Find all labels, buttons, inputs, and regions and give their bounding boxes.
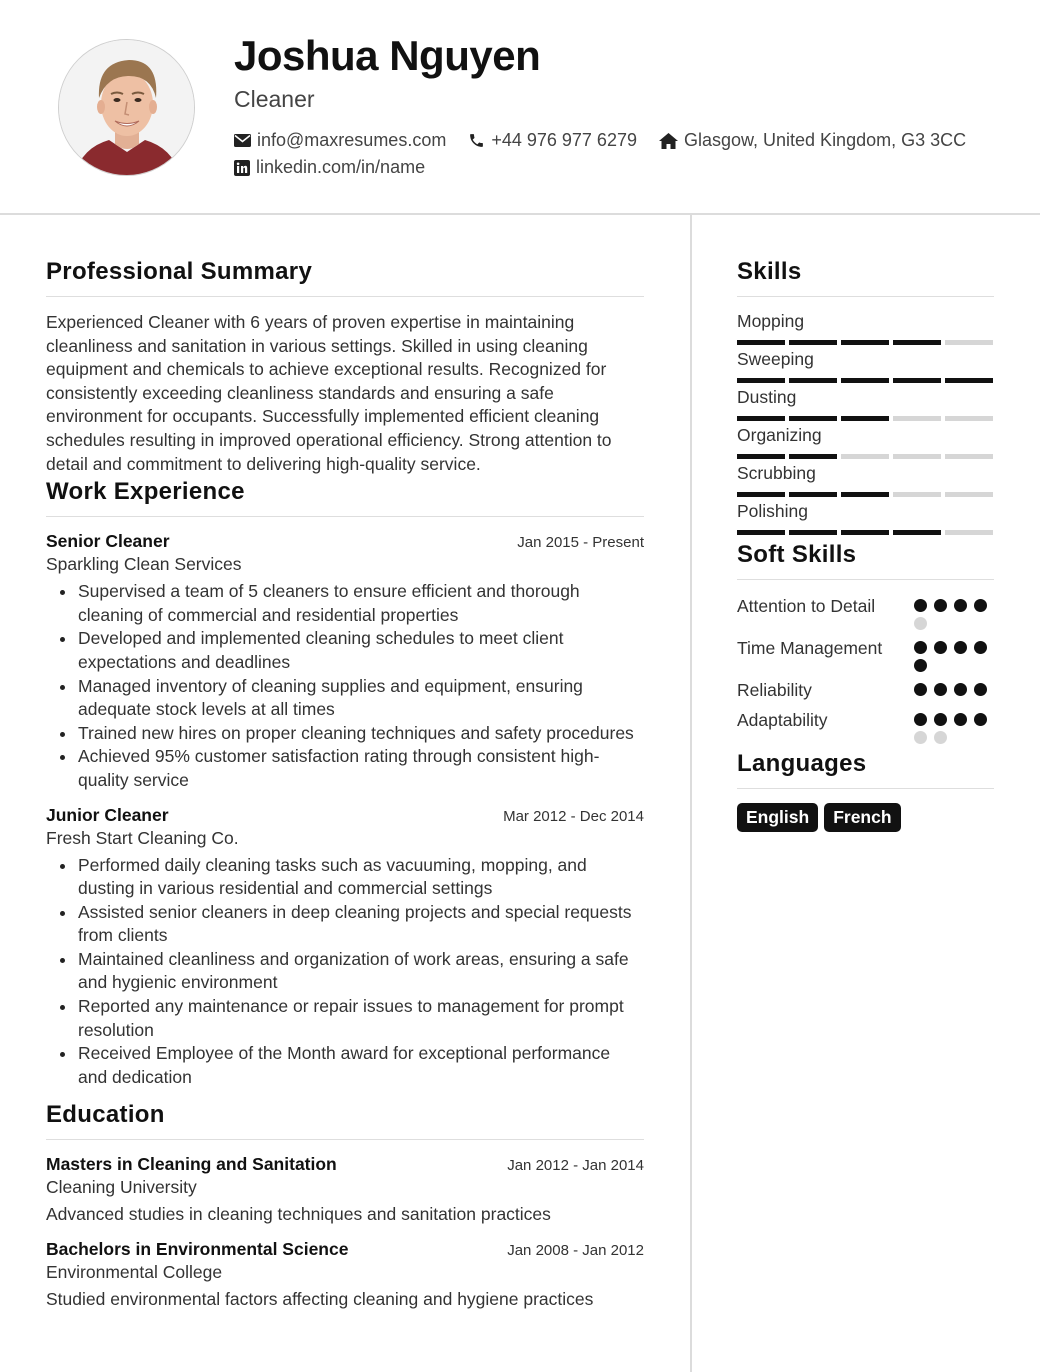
soft-skill-rating — [914, 678, 994, 702]
rating-dot — [974, 599, 987, 612]
languages-heading: Languages — [737, 750, 994, 789]
rating-dot — [954, 683, 967, 696]
soft-skill-rating — [914, 636, 994, 672]
skill-level-segment — [789, 530, 837, 535]
job-list — [46, 531, 644, 1089]
skill-level-segment — [841, 378, 889, 383]
bullet-item: Received Employee of the Month award for exceptional performance and dedication — [58, 1042, 644, 1089]
rating-dot — [934, 599, 947, 612]
rating-dot — [914, 659, 927, 672]
education-date: Jan 2012 - Jan 2014 — [507, 1157, 644, 1175]
job-date: Jan 2015 - Present — [517, 534, 644, 552]
phone-text: +44 976 977 6279 — [491, 130, 637, 150]
rating-dot — [954, 713, 967, 726]
rating-dot — [914, 599, 927, 612]
job-entry — [46, 531, 644, 792]
education-heading: Education — [46, 1101, 644, 1140]
skill-level-segment — [893, 530, 941, 535]
bullet-item: Maintained cleanliness and organization of work areas, ensuring a safe and hygienic environment — [58, 948, 644, 995]
location-text: Glasgow, United Kingdom, G3 3CC — [683, 130, 967, 150]
education-header — [46, 1154, 644, 1175]
rating-dot — [934, 713, 947, 726]
skill-name: Mopping — [737, 311, 805, 331]
job-bullets — [46, 580, 644, 792]
job-company: Fresh Start Cleaning Co. — [46, 827, 239, 848]
language-badge: French — [824, 803, 900, 832]
education-header — [46, 1239, 644, 1260]
rating-dot — [914, 713, 927, 726]
bullet-item: Supervised a team of 5 cleaners to ensure efficient and thorough cleaning of commercial and residential properties — [58, 580, 644, 627]
education-entry — [46, 1239, 644, 1310]
education-entry — [46, 1154, 644, 1225]
skill-name: Scrubbing — [737, 463, 816, 483]
contact-phone[interactable] — [468, 130, 637, 151]
rating-dot — [914, 641, 927, 654]
skill-level-segment — [737, 454, 785, 459]
job-company: Sparkling Clean Services — [46, 554, 242, 575]
job-date: Mar 2012 - Dec 2014 — [503, 807, 644, 825]
skill-name: Sweeping — [737, 349, 814, 369]
soft-skill-name: Adaptability — [737, 710, 828, 730]
job-bullets — [46, 854, 644, 1090]
skill-level-segment — [737, 416, 785, 421]
soft-skills-list — [737, 594, 994, 744]
skill-level-segment — [737, 530, 785, 535]
rating-dot — [914, 731, 927, 744]
candidate-title: Cleaner — [234, 86, 315, 112]
email-text: info@maxresumes.com — [257, 130, 447, 150]
rating-dot — [954, 599, 967, 612]
soft-skills-heading: Soft Skills — [737, 541, 994, 580]
skill-level-segment — [789, 416, 837, 421]
skill-level-segment — [789, 492, 837, 497]
skill-level-segment — [893, 454, 941, 459]
contact-row-2 — [234, 157, 447, 178]
education-date: Jan 2008 - Jan 2012 — [507, 1242, 644, 1260]
languages-list — [737, 803, 994, 832]
skill-level-segment — [945, 530, 993, 535]
skill-level-segment — [893, 340, 941, 345]
soft-skill-rating — [914, 594, 994, 630]
skill-level-segment — [841, 454, 889, 459]
bullet-item: Performed daily cleaning tasks such as vacuuming, mopping, and dusting in various residential and commercial settings — [58, 854, 644, 901]
skill-level-segment — [789, 378, 837, 383]
soft-skill-item — [737, 636, 994, 672]
skill-level-segment — [841, 340, 889, 345]
home-icon — [659, 133, 678, 149]
skill-level-segment — [893, 378, 941, 383]
candidate-name: Joshua Nguyen — [234, 32, 541, 79]
skill-item — [737, 349, 994, 383]
skill-name: Polishing — [737, 501, 809, 521]
skills-list — [737, 311, 994, 535]
bullet-item: Reported any maintenance or repair issues to management for prompt resolution — [58, 995, 644, 1042]
linkedin-icon — [234, 160, 250, 176]
soft-skill-name: Attention to Detail — [737, 596, 876, 616]
education-description: Advanced studies in cleaning techniques and sanitation practices — [46, 1204, 551, 1225]
summary-text: Experienced Cleaner with 6 years of proven expertise in maintaining cleanliness and sanitation in various settings. Skilled in using cleaning equipment and chemicals to achieve exceptional results. Recognized for consistently exceeding cleanliness standards and ensuring a safe environment for occupants. Successfully implemented efficient cleaning schedules resulting in improved operational efficiency. Strong attention to detail and commitment to delivering high-quality service. — [46, 312, 612, 474]
rating-dot — [914, 683, 927, 696]
skill-level-segment — [841, 530, 889, 535]
bullet-item: Developed and implemented cleaning schedules to meet client expectations and deadlines — [58, 627, 644, 674]
bullet-item: Assisted senior cleaners in deep cleaning projects and special requests from clients — [58, 901, 644, 948]
rating-dot — [954, 641, 967, 654]
experience-heading: Work Experience — [46, 478, 644, 517]
contact-row — [234, 130, 988, 151]
school-name: Environmental College — [46, 1262, 223, 1283]
skill-item — [737, 463, 994, 497]
soft-skill-item — [737, 708, 994, 744]
skill-level-segment — [893, 492, 941, 497]
soft-skill-rating — [914, 708, 994, 744]
job-header — [46, 805, 644, 826]
soft-skill-item — [737, 678, 994, 702]
skill-level-segment — [737, 492, 785, 497]
skill-level-bar — [737, 454, 994, 459]
skill-level-segment — [737, 340, 785, 345]
skill-level-bar — [737, 416, 994, 421]
education-list — [46, 1154, 644, 1310]
resume-header — [0, 0, 1040, 215]
rating-dot — [934, 641, 947, 654]
skill-level-segment — [945, 492, 993, 497]
degree-title: Masters in Cleaning and Sanitation — [46, 1154, 337, 1175]
soft-skill-item — [737, 594, 994, 630]
skill-item — [737, 501, 994, 535]
envelope-icon — [234, 134, 251, 147]
rating-dot — [914, 617, 927, 630]
phone-icon — [468, 132, 485, 149]
education-description: Studied environmental factors affecting cleaning and hygiene practices — [46, 1289, 594, 1310]
rating-dot — [974, 713, 987, 726]
job-title: Junior Cleaner — [46, 804, 169, 825]
contact-email[interactable] — [234, 130, 446, 151]
skill-level-segment — [945, 340, 993, 345]
job-title: Senior Cleaner — [46, 531, 170, 552]
skill-level-segment — [841, 492, 889, 497]
skill-level-bar — [737, 340, 994, 345]
summary-heading: Professional Summary — [46, 258, 644, 297]
rating-dot — [934, 683, 947, 696]
rating-dot — [974, 683, 987, 696]
column-divider — [690, 215, 692, 1372]
skill-name: Dusting — [737, 387, 797, 407]
soft-skill-name: Time Management — [737, 638, 883, 658]
degree-title: Bachelors in Environmental Science — [46, 1239, 349, 1260]
bullet-item: Achieved 95% customer satisfaction rating through consistent high-quality service — [58, 745, 644, 792]
bullet-item: Managed inventory of cleaning supplies and equipment, ensuring adequate stock levels at all times — [58, 675, 644, 722]
skill-level-segment — [737, 378, 785, 383]
language-badge: English — [737, 803, 818, 832]
linkedin-text: linkedin.com/in/name — [256, 157, 426, 177]
skill-name: Organizing — [737, 425, 822, 445]
main-column — [46, 258, 644, 1324]
skill-level-segment — [945, 416, 993, 421]
rating-dot — [974, 641, 987, 654]
job-entry — [46, 805, 644, 1090]
skill-level-segment — [945, 378, 993, 383]
rating-dot — [934, 731, 947, 744]
skill-level-segment — [945, 454, 993, 459]
skill-item — [737, 311, 994, 345]
sidebar-column — [737, 258, 994, 832]
skill-level-segment — [789, 340, 837, 345]
contact-linkedin[interactable] — [234, 157, 425, 178]
profile-photo — [58, 39, 195, 176]
skill-level-segment — [789, 454, 837, 459]
bullet-item: Trained new hires on proper cleaning techniques and safety procedures — [58, 722, 644, 746]
skill-item — [737, 425, 994, 459]
skill-level-bar — [737, 492, 994, 497]
soft-skill-name: Reliability — [737, 680, 812, 700]
school-name: Cleaning University — [46, 1177, 197, 1198]
job-header — [46, 531, 644, 552]
skill-level-segment — [893, 416, 941, 421]
skill-item — [737, 387, 994, 421]
skill-level-bar — [737, 530, 994, 535]
contact-location — [659, 130, 966, 151]
skill-level-bar — [737, 378, 994, 383]
skill-level-segment — [841, 416, 889, 421]
skills-heading: Skills — [737, 258, 994, 297]
